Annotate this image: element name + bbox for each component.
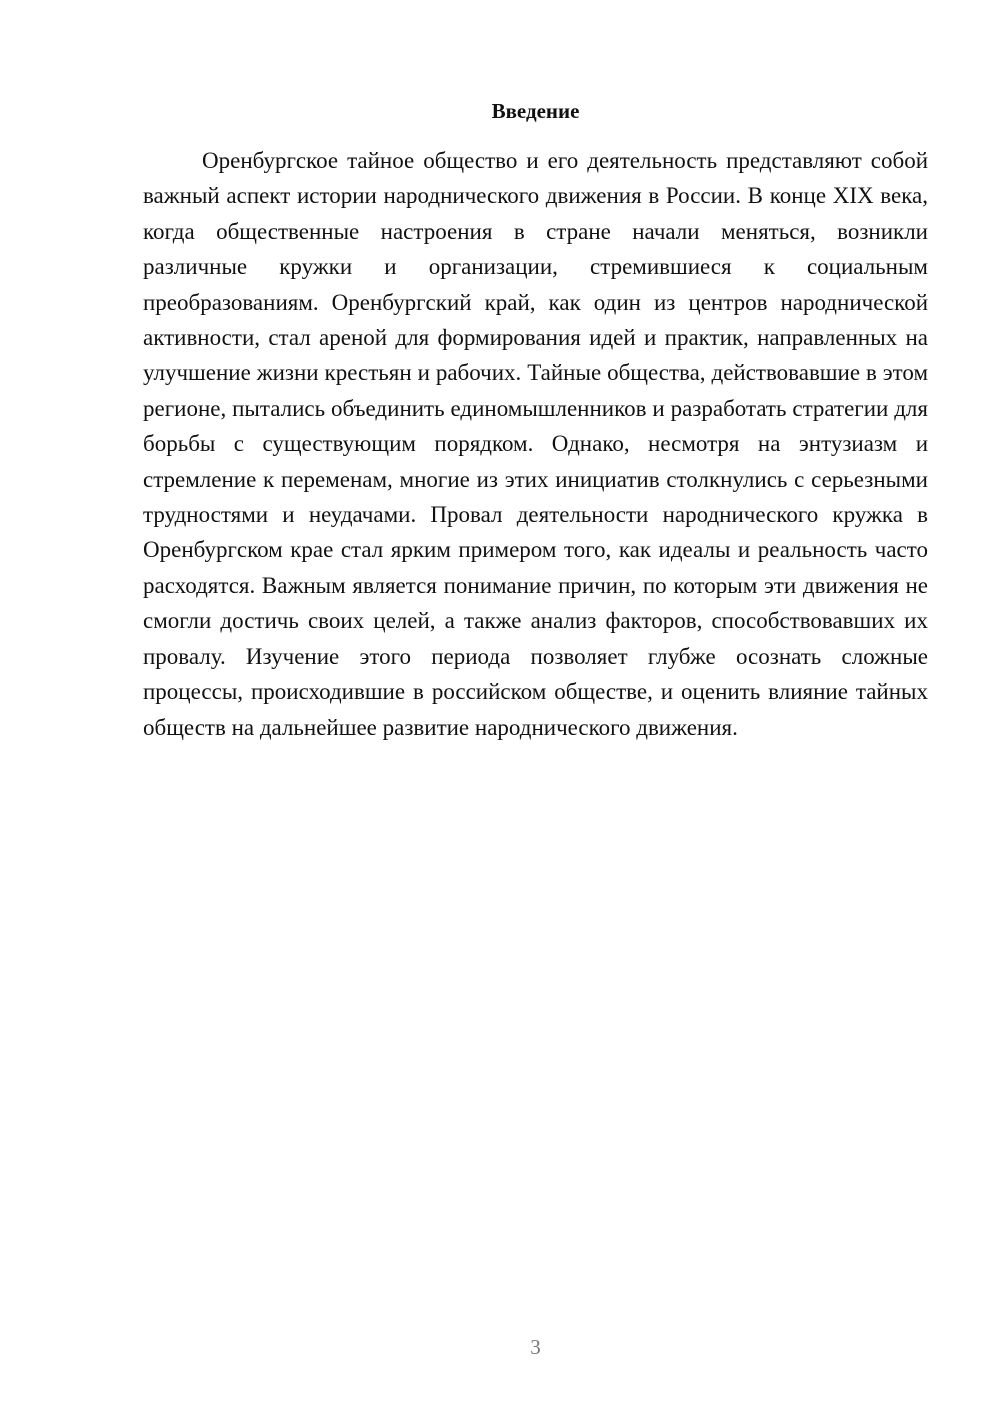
page-number: 3 xyxy=(530,1335,541,1359)
section-heading: Введение xyxy=(491,99,580,123)
introduction-paragraph: Оренбургское тайное общество и его деятельность представляют собой важный аспект истории народнического движения в России. В конце XIX века, когда общественные настроения в стране начали меняться, возникли различные кружки и организации, стремившиеся к социальным преобразованиям. Оренбургский край, как один из центров народнической активности, стал ареной для формирования идей и практик, направленных на улучшение жизни крестьян и рабочих. Тайные общества, действовавшие в этом регионе, пытались объединить единомышленников и разработать стратегии для борьбы с существующим порядком. Однако, несмотря на энтузиазм и стремление к переменам, многие из этих инициатив столкнулись с серьезными трудностями и неудачами. Провал деятельности народнического кружка в Оренбургском крае стал ярким примером того, как идеалы и реальность часто расходятся. Важным является понимание причин, по которым эти движения не смогли достичь своих целей, а также анализ факторов, способствовавших их провалу. Изучение этого периода позволяет глубже осознать сложные процессы, происходившие в российском обществе, и оценить влияние тайных обществ на дальнейшее развитие народнического движения. xyxy=(143,148,928,740)
